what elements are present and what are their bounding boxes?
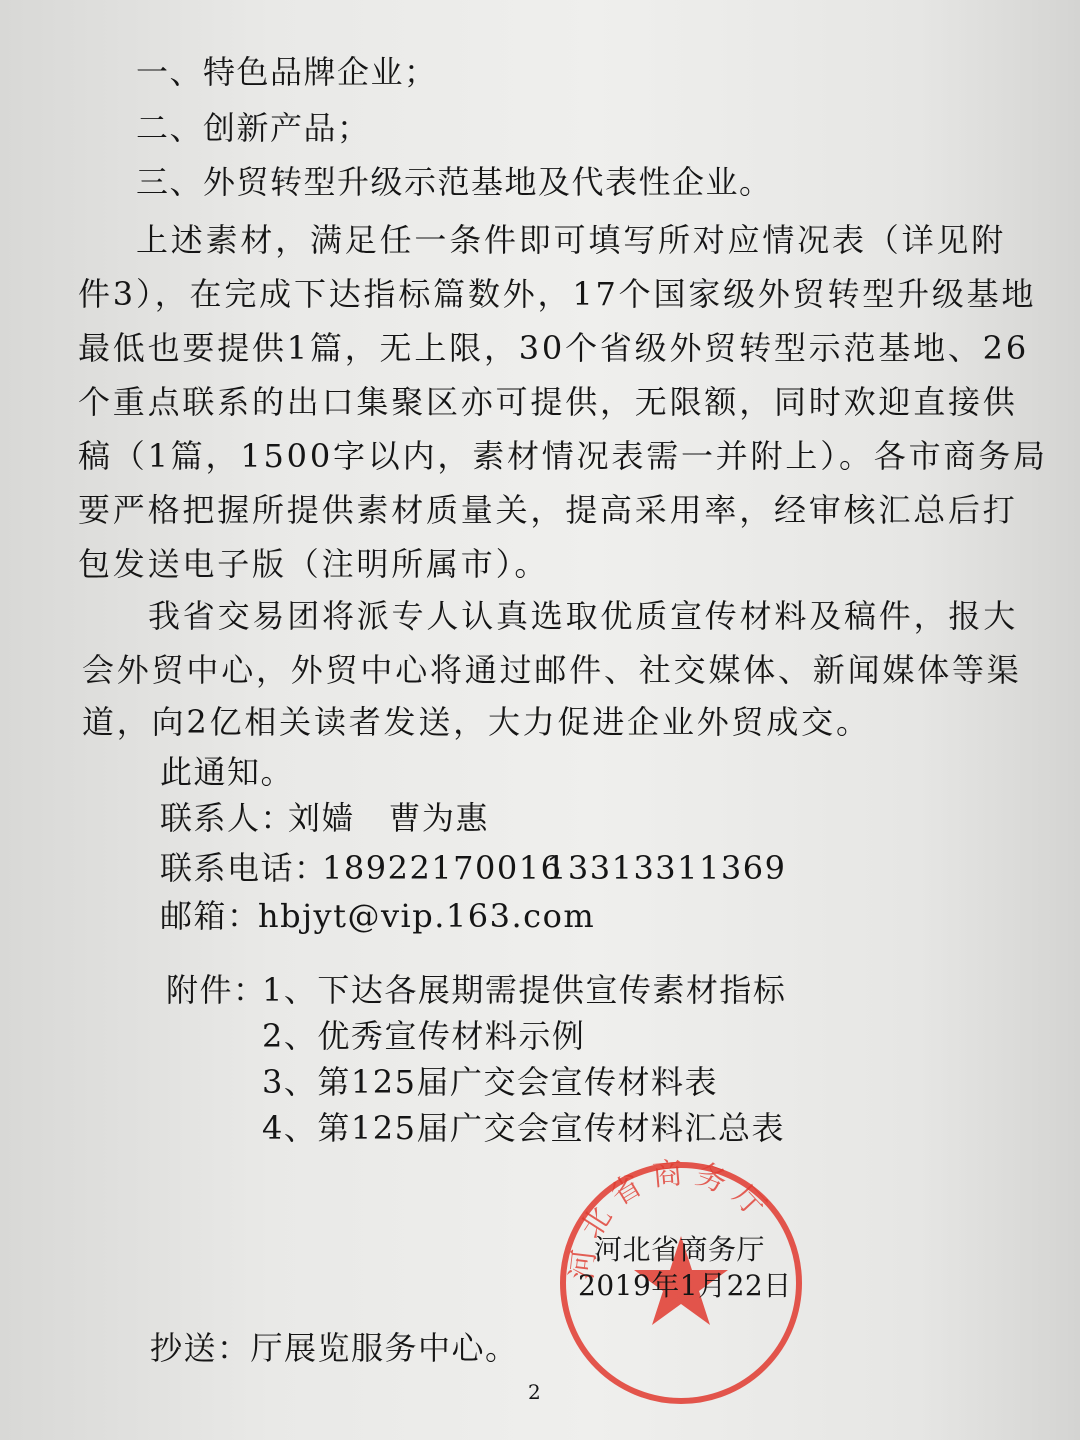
attachments-label: 附件： <box>166 971 267 1009</box>
contact-names: 刘嫱 曹为惠 <box>288 799 490 837</box>
bleed-through-text <box>540 110 551 151</box>
phone-number-2: 13313311369 <box>546 849 787 887</box>
paragraph-1-line-7: 包发送电子版（注明所属市）。 <box>78 545 550 583</box>
phone-number-1: 18922170016 <box>322 849 563 887</box>
email-label: 邮箱： <box>160 897 261 935</box>
paragraph-1-line-1: 上述素材，满足任一条件即可填写所对应情况表（详见附 <box>136 221 1007 259</box>
paragraph-1-line-3: 最低也要提供1篇，无上限，30个省级外贸转型示范基地、26 <box>78 329 1029 367</box>
page-number: 2 <box>528 1380 541 1404</box>
notice-text: 此通知。 <box>160 753 295 791</box>
paragraph-1-line-4: 个重点联系的出口集聚区亦可提供，无限额，同时欢迎直接供 <box>78 383 1018 421</box>
contact-label: 联系人： <box>160 799 295 837</box>
paragraph-1-line-5: 稿（1篇，1500字以内，素材情况表需一并附上）。各市商务局 <box>78 437 1048 475</box>
list-item-1: 一、特色品牌企业； <box>136 53 438 91</box>
cc-line: 抄送：厅展览服务中心。 <box>150 1329 519 1367</box>
email-address: hbjyt@vip.163.com <box>258 897 596 935</box>
issue-date: 2019年1月22日 <box>578 1269 792 1302</box>
paragraph-1-line-6: 要严格把握所提供素材质量关，提高采用率，经审核汇总后打 <box>78 491 1018 529</box>
paragraph-2-line-2: 会外贸中心，外贸中心将通过邮件、社交媒体、新闻媒体等渠 <box>82 651 1022 689</box>
seal-text: 河北省商务厅 <box>564 1158 779 1282</box>
attachment-item-2: 2、优秀宣传材料示例 <box>262 1017 586 1055</box>
paragraph-2-line-1: 我省交易团将派专人认真选取优质宣传材料及稿件，报大 <box>148 597 1019 635</box>
issuer-name: 河北省商务厅 <box>594 1233 766 1266</box>
attachment-item-3: 3、第125届广交会宣传材料表 <box>262 1063 718 1101</box>
phone-label: 联系电话： <box>160 849 328 887</box>
attachment-item-4: 4、第125届广交会宣传材料汇总表 <box>262 1109 785 1147</box>
paragraph-2-line-3: 道，向2亿相关读者发送，大力促进企业外贸成交。 <box>82 703 871 741</box>
attachment-item-1: 1、下达各展期需提供宣传素材指标 <box>262 971 787 1009</box>
paragraph-1-line-2: 件3），在完成下达指标篇数外，17个国家级外贸转型升级基地 <box>78 275 1037 313</box>
list-item-2: 二、创新产品； <box>136 109 371 147</box>
list-item-3: 三、外贸转型升级示范基地及代表性企业。 <box>136 163 773 201</box>
